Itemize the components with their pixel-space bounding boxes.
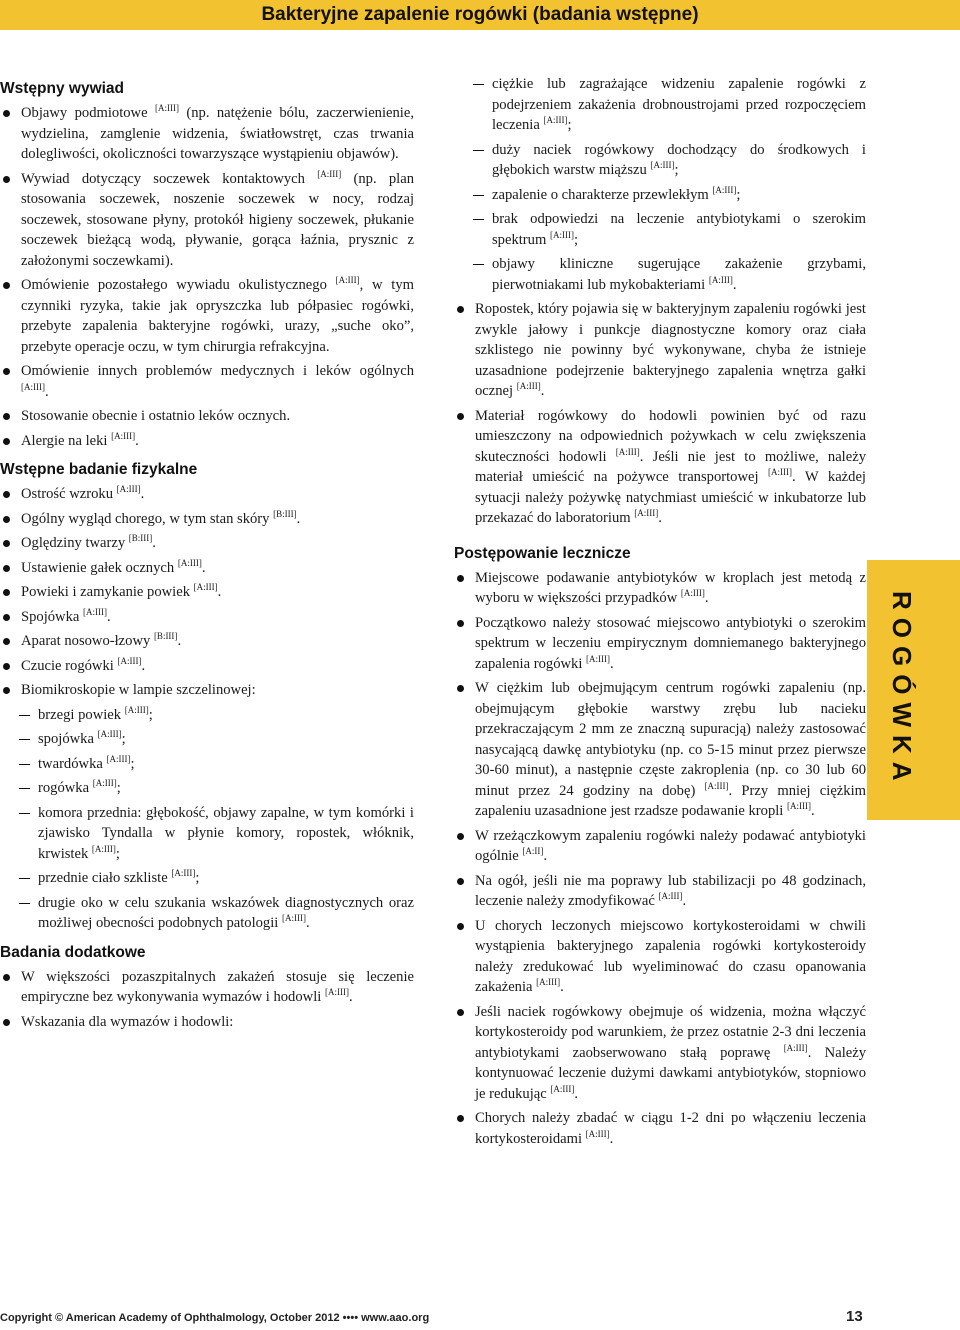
list-item xyxy=(454,254,866,295)
evidence-rating: [A:III] xyxy=(317,168,342,179)
item-text: duży naciek rogówkowy dochodzący do środkowych i głębokich warstw miąższu xyxy=(492,141,866,178)
item-text: drugie oko w celu szukania wskazówek diagnostycznych oraz możliwej obecności podobnych patologii xyxy=(38,894,414,931)
list-item xyxy=(0,729,414,750)
list-wskazania xyxy=(454,74,866,529)
list-item xyxy=(0,868,414,889)
item-text: . xyxy=(152,535,156,551)
list-item xyxy=(454,74,866,136)
item-text: . xyxy=(610,655,614,672)
item-text: . xyxy=(45,383,49,400)
item-text: ; xyxy=(674,162,679,178)
item-text: . Należy kontynuować leczenie dużymi dawkami antybiotyków, stopniowo je redukując xyxy=(475,1044,867,1102)
item-text: Omówienie pozostałego wywiadu okulistycznego xyxy=(21,277,336,293)
evidence-rating: [A:III] xyxy=(787,801,812,811)
item-text: Na ogół, jeśli nie ma poprawy lub stabilizacji po 48 godzinach, leczenie należy zmodyfikować xyxy=(475,872,866,909)
item-text: ; xyxy=(115,845,120,862)
evidence-rating: [A:III] xyxy=(768,467,793,477)
item-text: . xyxy=(348,989,353,1005)
evidence-rating: [A:III] xyxy=(106,753,131,764)
list-item xyxy=(454,185,866,206)
section-heading-leczenie: Postępowanie lecznicze xyxy=(454,544,631,562)
evidence-rating: [B:III] xyxy=(153,631,178,641)
list-item xyxy=(0,705,414,726)
section-heading-dodatkowe: Badania dodatkowe xyxy=(0,943,146,961)
evidence-rating: [A:III] xyxy=(783,1042,808,1053)
item-text: , w tym czynniki ryzyka, takie jak opryszczka lub półpasiec rogówki, przebyte zapalenia bakteryjne rogówki, urazy, „suche oko”, przebyte operacje oczu, w tym chirurgia refrakcyjna. xyxy=(21,277,414,355)
evidence-rating: [A:III] xyxy=(634,508,659,518)
item-text: W większości pozaszpitalnych zakażeń stosuje się leczenie empiryczne bez wykonywania wymazów i hodowli xyxy=(21,968,414,1005)
list-dodatkowe xyxy=(0,967,414,1033)
list-wywiad xyxy=(0,103,414,451)
list-item xyxy=(0,680,414,701)
item-text: Wskazania dla wymazów i hodowli: xyxy=(21,1013,234,1030)
item-text: Alergie na leki xyxy=(21,432,112,449)
list-item xyxy=(454,568,866,609)
item-text: Chorych należy zbadać w ciągu 1-2 dni po włączeniu leczenia kortykosteroidami xyxy=(475,1110,866,1147)
item-text: ciężkie lub zagrażające widzeniu zapalenie rogówki z podejrzeniem zakażenia drobnoustrojami przed rozpoczęciem leczenia xyxy=(492,76,866,133)
list-item xyxy=(454,678,866,822)
evidence-rating: [A:III] xyxy=(91,843,116,854)
item-text: . xyxy=(543,848,548,864)
item-text: . xyxy=(107,608,111,625)
list-item xyxy=(0,361,414,402)
page-number: 13 xyxy=(846,1308,863,1325)
evidence-rating: [A:III] xyxy=(117,655,142,666)
list-item xyxy=(0,406,414,427)
list-item xyxy=(0,1012,414,1033)
evidence-rating: [A:III] xyxy=(21,381,45,392)
evidence-rating: [A:III] xyxy=(615,446,640,457)
footer-copyright: Copyright © American Academy of Ophthalmology, October 2012 •••• www.aao.org xyxy=(0,1312,430,1324)
item-text: . xyxy=(609,1130,614,1147)
item-text: W ciężkim lub obejmującym centrum rogówki zapaleniu (np. obejmującym głębokie warstwy zrębu lub nacieku przekraczającym 2 mm ze znaczną supuracją) należy zastosować nasycającą dawkę antybiotyku (np. co 5-15 minut przez pierwsze 30-60 minut), a następnie częste zakroplenia (np. co 30 lub 60 minut przez 24 godziny na dobę) xyxy=(475,680,866,799)
list-item xyxy=(454,613,866,675)
item-text: ; xyxy=(736,186,741,203)
evidence-rating: [A:III] xyxy=(658,891,683,901)
evidence-rating: [A:III] xyxy=(585,1128,610,1139)
list-item xyxy=(0,803,414,865)
list-item xyxy=(0,893,414,934)
item-text: . xyxy=(732,276,737,293)
item-text: . xyxy=(704,590,709,606)
item-text: . xyxy=(306,915,310,931)
evidence-rating: [A:III] xyxy=(154,103,179,113)
item-text: Ogólny wygląd chorego, w tym stan skóry xyxy=(21,510,274,527)
evidence-rating: [A:III] xyxy=(680,588,705,598)
list-item xyxy=(454,406,866,529)
item-text: . xyxy=(201,559,206,576)
item-text: ; xyxy=(116,780,121,796)
evidence-rating: [A:III] xyxy=(171,868,196,878)
item-text: brzegi powiek xyxy=(38,706,125,723)
item-text: Objawy podmiotowe xyxy=(21,105,155,121)
right-column xyxy=(454,74,866,1153)
evidence-rating: [A:III] xyxy=(92,778,117,788)
item-text: twardówka xyxy=(38,755,107,772)
evidence-rating: [A:III] xyxy=(712,184,737,195)
list-leczenie xyxy=(454,568,866,1150)
list-badanie xyxy=(0,484,414,934)
item-text: (np. natężenie bólu, zaczerwienienie, wydzielina, zamglenie widzenia, światłowstręt, czas trwania dolegliwości, okoliczności towarzyszące wystąpieniu objawów). xyxy=(21,105,414,162)
list-item xyxy=(0,509,414,530)
evidence-rating: [A:III] xyxy=(282,913,306,923)
list-item xyxy=(0,607,414,628)
evidence-rating: [A:III] xyxy=(549,229,574,240)
list-item xyxy=(0,431,414,452)
list-item xyxy=(0,533,414,554)
item-text: U chorych leczonych miejscowo kortykosteroidami w chwili wystąpienia bakteryjnego zapalenia rogówki kortykosteroidy należy zredukować lub wyeliminować do czasu opanowania zakażenia xyxy=(475,917,866,995)
item-text: Miejscowe podawanie antybiotyków w kroplach jest metodą z wyboru w większości przypadków xyxy=(475,569,866,606)
item-text: . xyxy=(540,383,545,399)
item-text: rogówka xyxy=(38,780,93,796)
item-text: ; xyxy=(195,870,200,886)
item-text: ; xyxy=(121,731,126,747)
item-text: . xyxy=(574,1085,579,1102)
evidence-rating: [B:III] xyxy=(128,533,153,543)
item-text: Stosowanie obecnie i ostatnio leków ocznych. xyxy=(21,408,291,424)
section-heading-badanie: Wstępne badanie fizykalne xyxy=(0,461,198,478)
list-item xyxy=(0,778,414,799)
item-text: ; xyxy=(567,117,572,133)
list-item xyxy=(454,1002,866,1105)
list-item xyxy=(0,275,414,357)
item-text: przednie ciało szkliste xyxy=(38,870,172,886)
list-item xyxy=(454,871,866,912)
item-text: . Przy mniej ciężkim zapaleniu uzasadnione jest rzadsze podawanie kropli xyxy=(475,782,866,819)
list-item xyxy=(454,826,866,867)
item-text: Materiał rogówkowy do hodowli powinien być od razu umieszczony na odpowiednich pożywkach w celu zwiększenia skuteczności hodowli xyxy=(475,407,866,465)
item-text: Wywiad dotyczący soczewek kontaktowych xyxy=(21,170,318,187)
item-text: . xyxy=(560,979,564,995)
evidence-rating: [A:III] xyxy=(543,115,568,125)
evidence-rating: [B:III] xyxy=(273,508,297,519)
evidence-rating: [A:III] xyxy=(111,430,136,441)
list-item xyxy=(0,484,414,505)
evidence-rating: [A:III] xyxy=(124,704,149,715)
list-item xyxy=(0,103,414,165)
item-text: . xyxy=(141,657,146,674)
evidence-rating: [A:III] xyxy=(536,977,561,987)
item-text: . Jeśli nie jest to możliwe, należy materiał umieścić na pożywce transportowej xyxy=(475,448,866,485)
evidence-rating: [A:III] xyxy=(650,160,675,170)
item-text: . xyxy=(140,486,145,502)
item-text: . xyxy=(296,510,301,527)
page-title: Bakteryjne zapalenie rogówki (badania wstępne) xyxy=(261,4,699,25)
list-item xyxy=(0,169,414,272)
item-text: . xyxy=(682,893,687,909)
item-text: Aparat nosowo-łzowy xyxy=(21,633,154,649)
list-item xyxy=(0,656,414,677)
evidence-rating: [A:III] xyxy=(177,557,202,568)
item-text: objawy kliniczne sugerujące zakażenie grzybami, pierwotniakami lub mykobakteriami xyxy=(492,256,866,293)
list-item xyxy=(0,631,414,652)
list-item xyxy=(0,967,414,1008)
item-text: W rzeżączkowym zapaleniu rogówki należy podawać antybiotyki ogólnie xyxy=(475,827,866,864)
list-item xyxy=(0,754,414,775)
list-item xyxy=(0,558,414,579)
item-text: . xyxy=(811,803,815,819)
evidence-rating: [A:III] xyxy=(704,780,729,791)
item-text: (np. plan stosowania soczewek, noszenie soczewek w nocy, rodzaj soczewek, stosowane płyny, protokół higieny soczewek, płukanie soczewek bieżącą wodą, pływanie, gorąca łaźnia, prysznic z założonymi soczewkami). xyxy=(21,170,414,269)
evidence-rating: [A:III] xyxy=(97,729,122,739)
sidebar-label: ROGÓWKA xyxy=(887,591,917,789)
item-text: ; xyxy=(148,706,153,723)
list-item xyxy=(454,916,866,998)
item-text: . xyxy=(658,510,662,526)
item-text: spojówka xyxy=(38,731,98,747)
item-text: Początkowo należy stosować miejscowo antybiotyki o szerokim spektrum w leczeniu empirycznym domniemanego bakteryjnego zapalenia rogówki xyxy=(475,614,866,672)
evidence-rating: [A:III] xyxy=(516,381,541,391)
evidence-rating: [A:III] xyxy=(193,582,218,592)
evidence-rating: [A:III] xyxy=(83,606,108,617)
item-text: . W każdej sytuacji należy pożywkę natychmiast umieścić w inkubatorze lub przekazać do laboratorium xyxy=(475,469,866,526)
evidence-rating: [A:III] xyxy=(708,274,733,285)
item-text: Ropostek, który pojawia się w bakteryjnym zapaleniu rogówki jest zwykle jałowy i punkcje diagnostyczne komory oraz ciała szklistego nie powinny być wykonywane, chyba że istnieje uzasadnione podejrzenie bakteryjnego zapalenia wnętrza gałki ocznej xyxy=(475,301,866,399)
item-text: Czucie rogówki xyxy=(21,657,118,674)
item-text: ; xyxy=(573,231,579,248)
item-text: zapalenie o charakterze przewlekłym xyxy=(492,186,713,203)
item-text: Biomikroskopie w lampie szczelinowej: xyxy=(21,682,256,698)
section-heading-wywiad: Wstępny wywiad xyxy=(0,80,125,97)
item-text: Ustawienie gałek ocznych xyxy=(21,559,178,576)
evidence-rating: [A:III] xyxy=(586,653,611,664)
item-text: . xyxy=(177,633,182,649)
left-column xyxy=(0,70,414,1036)
item-text: . xyxy=(217,584,222,600)
list-item xyxy=(454,140,866,181)
item-text: Omówienie innych problemów medycznych i leków ogólnych xyxy=(21,363,414,379)
evidence-rating: [A:III] xyxy=(324,987,349,997)
list-item xyxy=(454,209,866,250)
item-text: . xyxy=(135,432,139,449)
item-text: Oględziny twarzy xyxy=(21,535,129,551)
item-text: komora przednia: głębokość, objawy zapalne, w tym komórki i zjawisko Tyndalla w płynie komory, ropostek, włóknik, krwistek xyxy=(38,804,414,862)
evidence-rating: [A:III] xyxy=(550,1083,575,1094)
evidence-rating: [A:III] xyxy=(335,275,360,285)
item-text: Ostrość wzroku xyxy=(21,486,117,502)
list-item xyxy=(0,582,414,603)
item-text: Powieki i zamykanie powiek xyxy=(21,584,194,600)
item-text: brak odpowiedzi na leczenie antybiotykami o szerokim spektrum xyxy=(492,211,866,248)
item-text: Spojówka xyxy=(21,608,84,625)
evidence-rating: [A:III] xyxy=(116,484,141,494)
list-item xyxy=(454,299,866,402)
item-text: Jeśli naciek rogówkowy obejmuje oś widzenia, można włączyć kortykosteroidy pod warunkiem, że przez ostatnie 2-3 dni leczenia antybiotykami zaobserwowano stałą poprawę xyxy=(475,1003,866,1061)
item-text: ; xyxy=(130,755,135,772)
list-item xyxy=(454,1108,866,1149)
evidence-rating: [A:II] xyxy=(522,846,544,856)
